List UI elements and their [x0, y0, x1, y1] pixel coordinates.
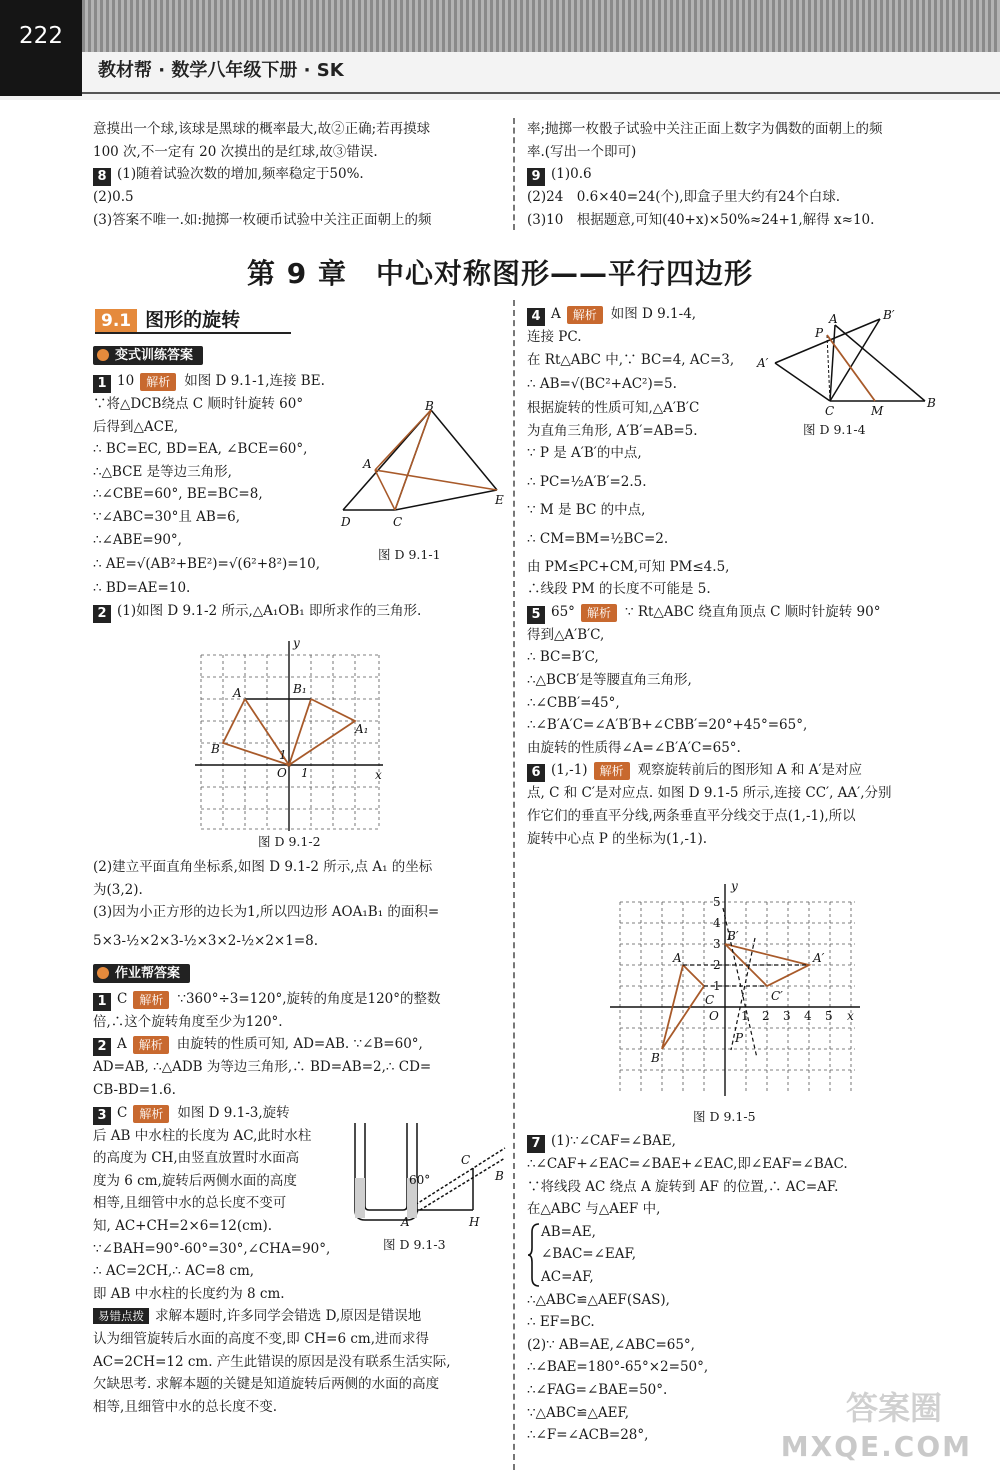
question-number: 1: [93, 993, 111, 1011]
text-line: ∵将△DCB绕点 C 顺时针旋转 60°: [93, 396, 304, 412]
text-line: ∵∠ABC=30°且 AB=6,: [93, 508, 241, 525]
answer: 65°: [551, 603, 575, 620]
figure-d9-1-2: [195, 635, 385, 833]
text-line: ∵ P 是 A′B′的中点,: [527, 445, 642, 462]
text-line: 旋转中心点 P 的坐标为(1,-1).: [527, 830, 708, 847]
v2-head: [93, 600, 513, 623]
analysis-tag: 解析: [133, 1105, 169, 1123]
figure-d9-1-5: [605, 878, 865, 1100]
question-number: 1: [93, 375, 111, 393]
figure-caption: 图 D 9.1-3: [383, 1237, 446, 1252]
text-line: (3)因为小正方形的边长为1,所以四边形 AOA₁B₁ 的面积=: [93, 904, 440, 921]
text-line: 后得到△ACE,: [93, 418, 179, 435]
text-line: 在 Rt△ABC 中,∵ BC=4, AC=3,: [527, 351, 735, 368]
section-rule: [95, 332, 291, 334]
figure-d9-1-3: [345, 1118, 510, 1236]
hw2-head: [93, 1033, 513, 1056]
r6-head: [527, 759, 942, 782]
answer: A: [551, 306, 561, 322]
analysis-tag: 解析: [581, 604, 617, 622]
fig-label: B: [927, 396, 936, 410]
fig-label: B′: [727, 929, 739, 943]
text-line: 后 AB 中水柱的长度为 AC,此时水柱: [93, 1127, 312, 1144]
fig-label: 4: [713, 916, 721, 930]
fig-label: 5: [713, 895, 721, 909]
fig-label: C′: [771, 989, 783, 1003]
question-number: 2: [93, 605, 111, 623]
figure-d9-1-1: [335, 398, 510, 538]
text-line: 度为 6 cm,旋转后两侧水面的高度: [93, 1172, 297, 1189]
fig-label: A: [829, 312, 838, 326]
text-line: 即 AB 中水柱的长度约为 8 cm.: [93, 1285, 285, 1302]
text-line: AB=AE,: [541, 1223, 596, 1240]
watermark-site: MXQE.COM: [780, 1430, 972, 1463]
figure-d9-1-4: [755, 305, 945, 423]
question-number: 9: [527, 168, 545, 186]
fig-label: y: [731, 879, 738, 893]
fig-label: B′: [883, 308, 895, 322]
analysis-tag: 解析: [133, 1036, 169, 1054]
chapter-title: 第 9 章 中心对称图形——平行四边形: [247, 257, 753, 290]
fig-label: 60°: [409, 1173, 431, 1187]
fig-label: 4: [804, 1009, 812, 1023]
text-line: ∴∠F=∠ACB=28°,: [527, 1427, 649, 1444]
fig-label: A₁: [355, 722, 369, 736]
text-line: (3)答案不唯一.如:抛掷一枚硬币试验中关注正面朝上的频: [93, 211, 432, 228]
text-line: ∴ AC=2CH,∴ AC=8 cm,: [93, 1263, 255, 1280]
text-line: 相等,且细管中水的总长度不变.: [93, 1398, 278, 1415]
figure-caption: 图 D 9.1-5: [693, 1109, 756, 1124]
fig-label: x: [847, 1009, 854, 1023]
fig-label: B: [425, 399, 434, 413]
text-line: (1)0.6: [551, 166, 592, 183]
figure-caption: 图 D 9.1-1: [378, 547, 441, 562]
fig-label: y: [293, 636, 300, 650]
column-divider: [513, 118, 515, 230]
fig-label: B: [495, 1169, 504, 1183]
answer: A: [117, 1036, 127, 1053]
subheading-homework: 作业帮答案: [93, 964, 190, 983]
text-line: (1)如图 D 9.1-2 所示,△A₁OB₁ 即所求作的三角形.: [117, 602, 422, 619]
question-number: 4: [527, 308, 545, 326]
text-line: ∵将线段 AC 绕点 A 旋转到 AF 的位置,∴ AC=AF.: [527, 1178, 839, 1195]
text-line: 100 次,不一定有 20 次摸出的是红球,故③错误.: [93, 143, 378, 160]
text-line: 根据旋转的性质可知,△A′B′C: [527, 400, 700, 417]
text-line: ∴ PC=½A′B′=2.5.: [527, 473, 647, 490]
text-line: ∴∠B′A′C=∠A′B′B+∠CBB′=20°+45°=65°,: [527, 717, 808, 734]
text-line: ∴ CM=BM=½BC=2.: [527, 530, 669, 547]
text-line: ∴∠FAG=∠BAE=50°.: [527, 1381, 668, 1398]
text-line: CB-BD=1.6.: [93, 1081, 176, 1098]
text-line: 得到△A′B′C,: [527, 626, 605, 643]
text-line: 作它们的垂直平分线,两条垂直平分线交于点(1,-1),所以: [527, 807, 856, 824]
text-line: (2)0.5: [93, 189, 134, 206]
text-line: 点, C 和 C′是对应点. 如图 D 9.1-5 所示,连接 CC′, AA′,分别: [527, 785, 892, 802]
text-line: ∴△BCB′是等腰直角三角形,: [527, 671, 692, 688]
question-number: 3: [93, 1107, 111, 1125]
book-title: 教材帮 · 数学八年级下册 · SK: [98, 60, 344, 81]
text-line: 在△ABC 与△AEF 中,: [527, 1201, 661, 1218]
text-line: 5×3-½×2×3-½×3×2-½×2×1=8.: [93, 932, 319, 949]
fig-label: 5: [825, 1009, 833, 1023]
v1-head: [93, 370, 513, 393]
subheading-row: [93, 958, 513, 988]
fig-label: O: [709, 1009, 719, 1023]
text-line: 知, AC+CH=2×6=12(cm).: [93, 1217, 273, 1234]
text-line: ∴∠BAE=180°-65°×2=50°,: [527, 1359, 709, 1376]
text-line: AC=2CH=12 cm. 产生此错误的原因是没有联系生活实际,: [93, 1353, 451, 1370]
warn-head: [93, 1305, 513, 1328]
text-line: ∵ Rt△ABC 绕直角顶点 C 顺时针旋转 90°: [624, 603, 881, 620]
watermark-logo: 答案圈: [845, 1389, 942, 1427]
text-line: 意摸出一个球,该球是黑球的概率最大,故②正确;若再摸球: [93, 121, 431, 137]
section-number: 9.1: [95, 309, 137, 333]
figure-caption: 图 D 9.1-4: [803, 422, 866, 437]
text-line: (3)10 根据题意,可知(40+x)×50%≈24+1,解得 x≈10.: [527, 211, 875, 228]
r5-head: [527, 601, 942, 624]
text-line: ∵∠BAH=90°-60°=30°,∠CHA=90°,: [93, 1240, 331, 1257]
text-line: (2)∵ AB=AE,∠ABC=65°,: [527, 1336, 695, 1353]
text-line: ∠BAC=∠EAF,: [541, 1246, 637, 1263]
header-rule: [82, 92, 1000, 94]
text-line: 连接 PC.: [527, 329, 582, 345]
text-line: 为直角三角形, A′B′=AB=5.: [527, 422, 698, 439]
fig-label: D: [341, 515, 351, 529]
question-number: 6: [527, 764, 545, 782]
answer: (1,-1): [551, 762, 588, 779]
figure-caption: 图 D 9.1-2: [258, 834, 321, 849]
text-line: AC=AF,: [541, 1268, 594, 1285]
text-line: 的高度为 CH,由竖直放置时水面高: [93, 1150, 300, 1167]
question-number: 5: [527, 606, 545, 624]
question-number: 7: [527, 1135, 545, 1153]
text-line: ∴∠CAF+∠EAC=∠BAE+∠EAC,即∠EAF=∠BAC.: [527, 1156, 848, 1172]
fig-label: P: [735, 1031, 744, 1045]
top-right-block: [527, 118, 942, 231]
text-line: ∴ BC=EC, BD=EA, ∠BCE=60°,: [93, 441, 308, 458]
text-line: 为(3,2).: [93, 881, 143, 898]
fig-label: 1: [713, 979, 721, 993]
analysis-tag: 解析: [133, 991, 169, 1009]
fig-label: A: [673, 951, 682, 965]
text-line: 观察旋转前后的图形知 A 和 A′是对应: [637, 762, 863, 779]
text-line: 如图 D 9.1-4,: [610, 306, 697, 322]
fig-label: H: [469, 1215, 480, 1229]
text-line: ∵360°÷3=120°,旋转的角度是120°的整数: [177, 990, 441, 1007]
text-line: 相等,且细管中水的总长度不变可: [93, 1195, 287, 1212]
text-line: 率;抛掷一枚骰子试验中关注正面上数字为偶数的面朝上的频: [527, 121, 883, 137]
fig-label: A′: [813, 951, 825, 965]
q8-line1: [93, 163, 503, 186]
answer: C: [117, 990, 128, 1007]
fig-label: C: [461, 1153, 471, 1167]
question-number: 8: [93, 168, 111, 186]
hw1-head: [93, 988, 513, 1011]
fig-label: C: [705, 993, 715, 1007]
subheading-variant: 变式训练答案: [93, 346, 203, 365]
fig-label: A: [233, 686, 242, 700]
text-line: 倍,∴这个旋转角度至少为120°.: [93, 1013, 283, 1030]
text-line: (1)随着试验次数的增加,频率稳定于50%.: [117, 166, 364, 183]
top-left-block: [93, 118, 503, 231]
answer: C: [117, 1104, 128, 1121]
text-line: 认为细管旋转后水面的高度不变,即 CH=6 cm,进而求得: [93, 1330, 430, 1347]
fig-label: C: [825, 404, 835, 418]
text-line: (2)建立平面直角坐标系,如图 D 9.1-2 所示,点 A₁ 的坐标: [93, 859, 433, 875]
page-number: 222: [0, 0, 82, 96]
fig-label: B: [211, 742, 220, 756]
text-line: ∴ AE=√(AB²+BE²)=√(6²+8²)=10,: [93, 556, 321, 573]
fig-label: A′: [757, 356, 769, 370]
question-number: 2: [93, 1038, 111, 1056]
answer: 10: [117, 373, 135, 389]
text-line: (2)24 0.6×40=24(个),即盒子里大约有24个白球.: [527, 189, 841, 206]
text-line: ∴∠ABE=90°,: [93, 531, 182, 548]
text-line: 由 PM≤PC+CM,可知 PM≤4.5,: [527, 558, 730, 575]
text-line: 欠缺思考. 求解本题的关键是知道旋转后两侧的水面的高度: [93, 1376, 440, 1393]
text-line: ∵△ABC≌△AEF,: [527, 1404, 630, 1421]
fig-label: C: [393, 515, 403, 529]
fig-label: A: [363, 457, 372, 471]
text-line: ∴△ABC≌△AEF(SAS),: [527, 1291, 670, 1308]
text-line: ∴线段 PM 的长度不可能是 5.: [527, 581, 711, 598]
fig-label: 3: [713, 937, 721, 951]
text-line: ∴∠CBB′=45°,: [527, 694, 620, 711]
fig-label: 3: [783, 1009, 791, 1023]
text-line: (1)∵∠CAF=∠BAE,: [551, 1133, 676, 1149]
header-texture-band: [82, 0, 1000, 52]
subheading-row: [93, 344, 513, 370]
fig-label: 2: [713, 958, 721, 972]
section-title: 图形的旋转: [145, 309, 241, 331]
page-header: [0, 0, 1000, 100]
text-line: 如图 D 9.1-1,连接 BE.: [184, 373, 325, 389]
warning-badge: 易错点拨: [93, 1308, 149, 1324]
fig-label: x: [375, 768, 382, 782]
fig-label: B: [651, 1051, 660, 1065]
analysis-tag: 解析: [140, 373, 176, 391]
text-line: 由旋转的性质可知, AD=AB. ∵∠B=60°,: [176, 1036, 423, 1053]
r7-head: [527, 1130, 942, 1153]
analysis-tag: 解析: [567, 306, 603, 324]
analysis-tag: 解析: [594, 762, 630, 780]
fig-label: 1: [301, 766, 309, 780]
text-line: ∵ M 是 BC 的中点,: [527, 501, 646, 518]
fig-label: P: [815, 326, 824, 340]
text-line: 求解本题时,许多同学会错选 D,原因是错误地: [155, 1308, 422, 1325]
fig-label: M: [871, 404, 884, 418]
column-divider: [513, 300, 515, 1470]
fig-label: E: [495, 493, 504, 507]
text-line: AD=AB, ∴△ADB 为等边三角形,∴ BD=AB=2,∴ CD=: [93, 1059, 432, 1076]
brace-icon: [527, 1222, 541, 1288]
text-line: 如图 D 9.1-3,旋转: [177, 1104, 290, 1121]
fig-label: A: [401, 1215, 410, 1229]
q9-line1: [527, 163, 942, 186]
text-line: ∴ BD=AE=10.: [93, 580, 191, 597]
text-line: ∴△BCE 是等边三角形,: [93, 463, 232, 480]
fig-label: B₁: [293, 682, 307, 696]
fig-label: O: [277, 766, 287, 780]
text-line: ∴ BC=B′C,: [527, 649, 599, 666]
text-line: 率.(写出一个即可): [527, 143, 637, 160]
section-heading: [95, 305, 240, 333]
text-line: ∴∠CBE=60°, BE=BC=8,: [93, 486, 263, 503]
text-line: 由旋转的性质得∠A=∠B′A′C=65°.: [527, 739, 741, 756]
fig-label: 1: [741, 1009, 749, 1023]
fig-label: 1: [279, 748, 287, 762]
text-line: ∴ EF=BC.: [527, 1314, 595, 1331]
text-line: ∴ AB=√(BC²+AC²)=5.: [527, 376, 677, 393]
fig-label: 2: [762, 1009, 770, 1023]
